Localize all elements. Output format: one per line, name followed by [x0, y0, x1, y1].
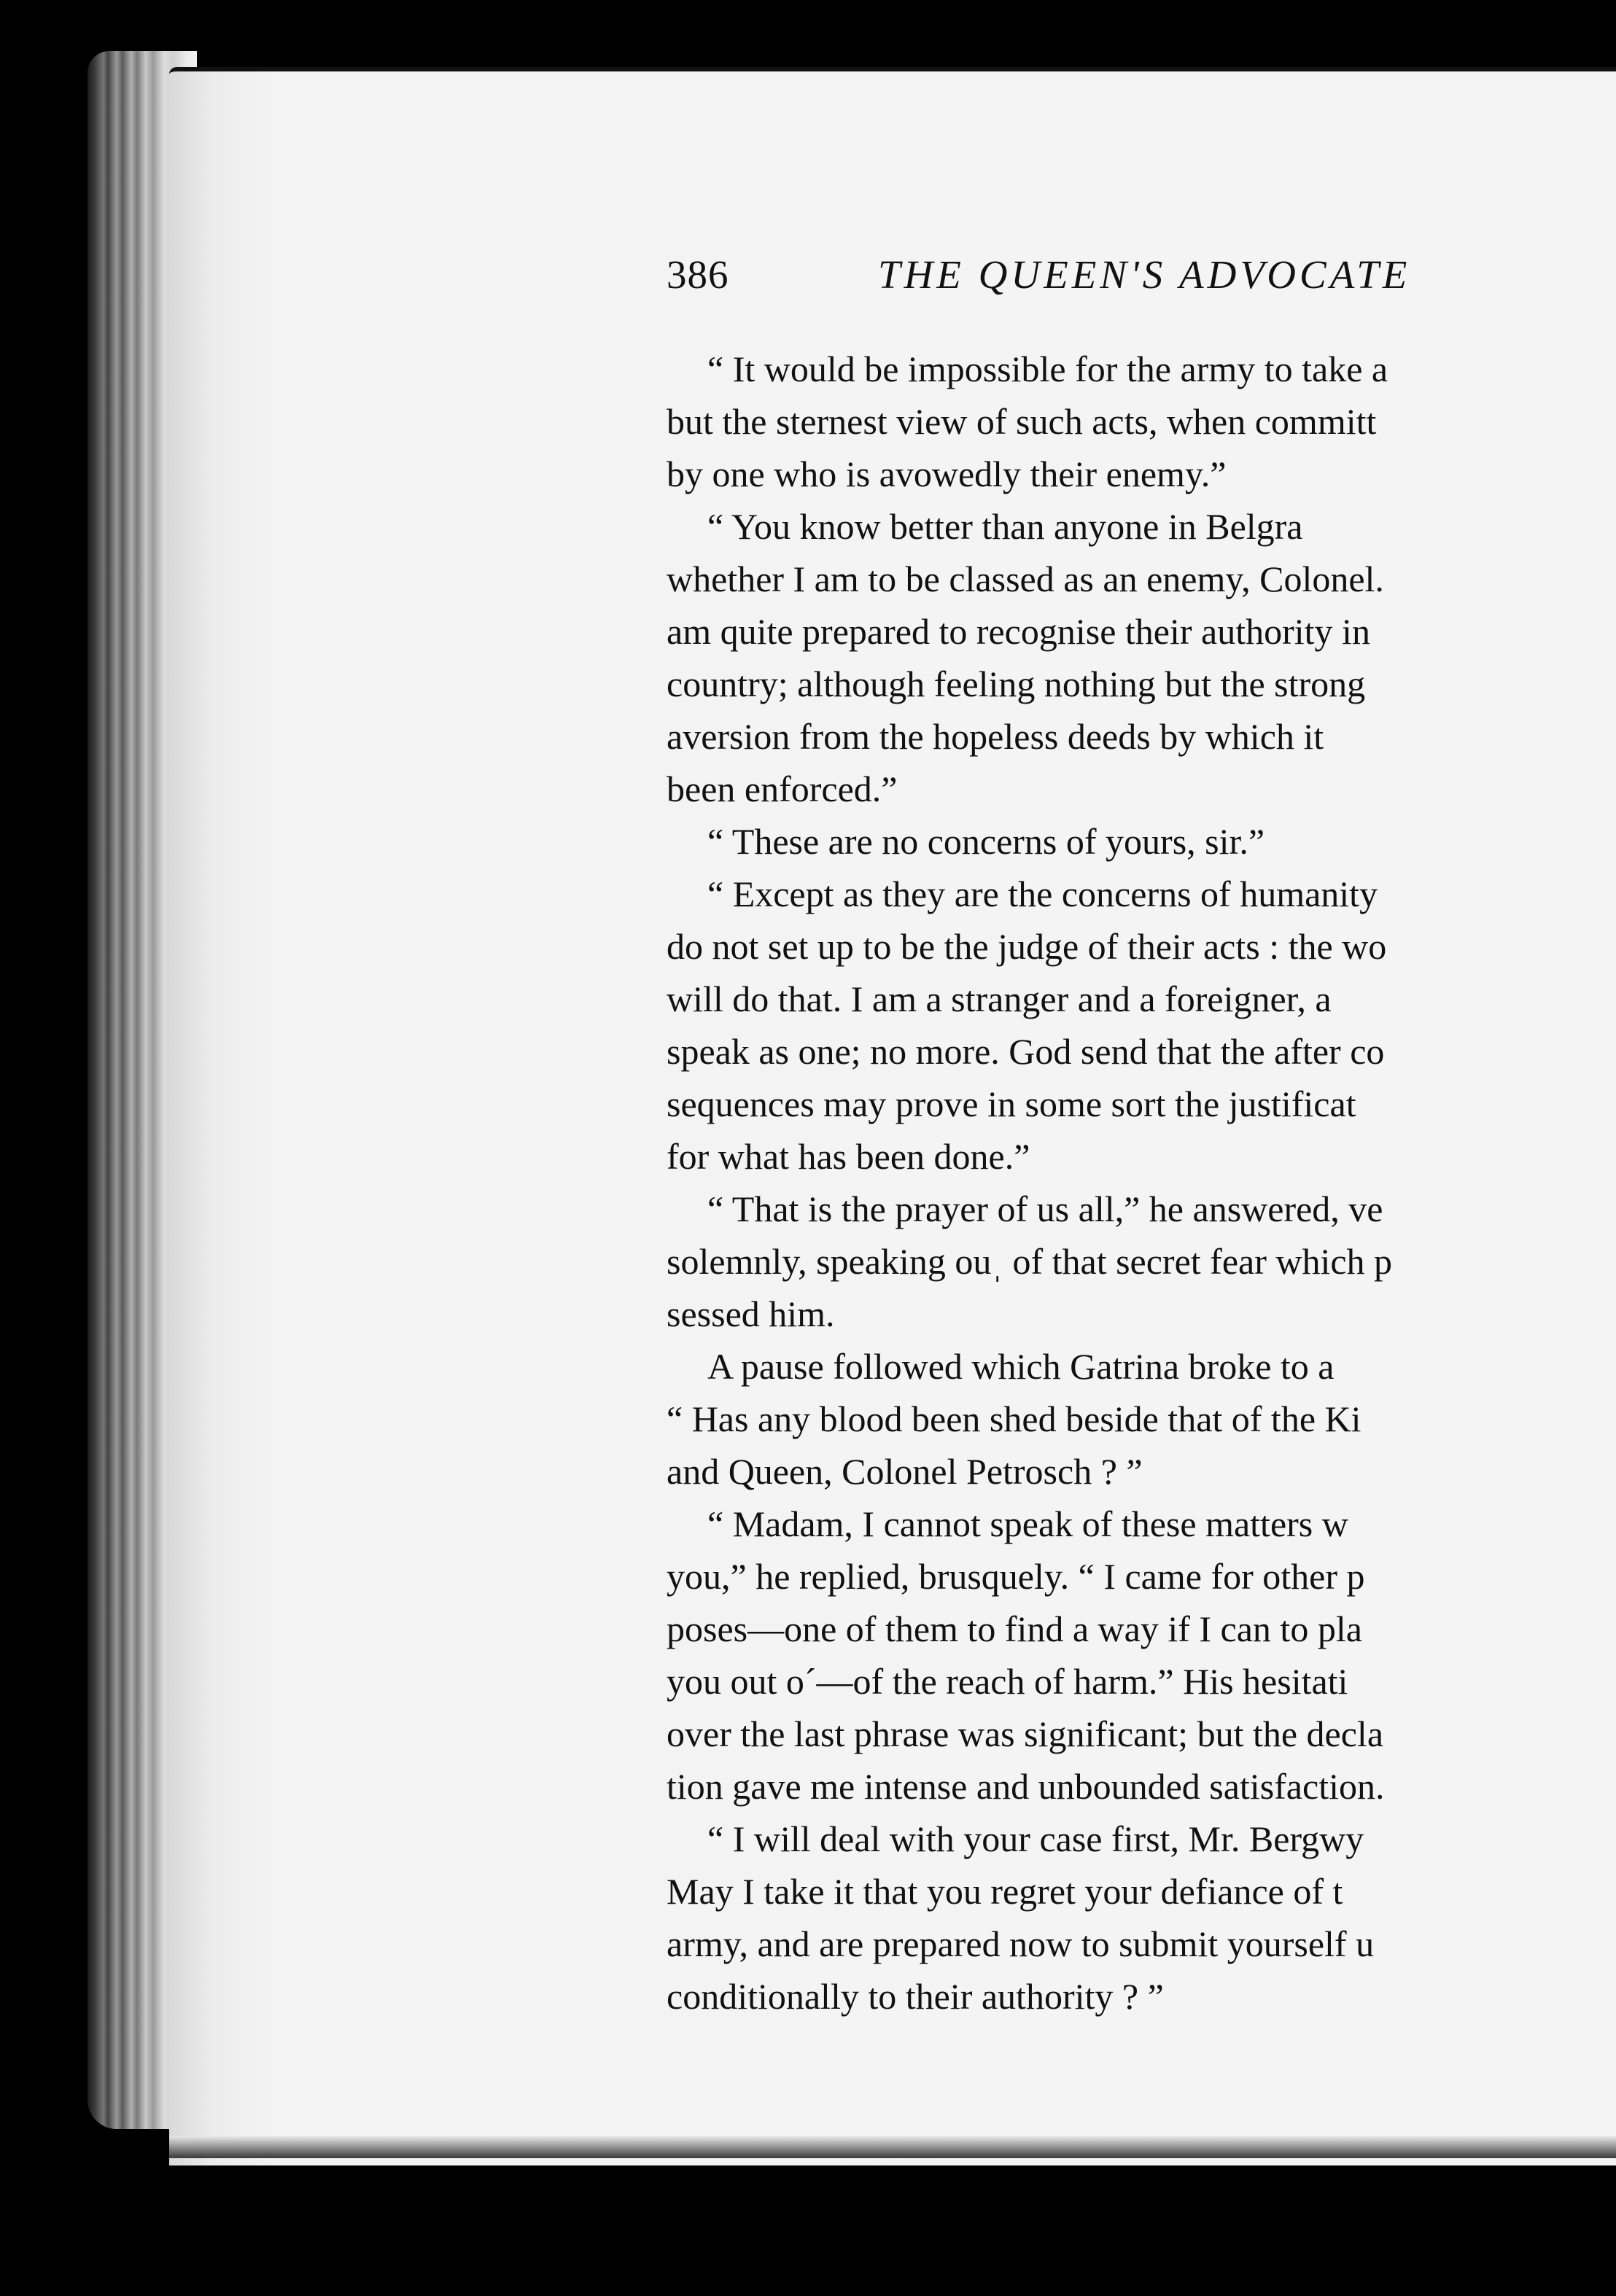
text-line: “ It would be impossible for the army to take a — [707, 349, 1388, 389]
text-line: conditionally to their authority ? ” — [667, 1976, 1164, 2017]
text-line: A pause followed which Gatrina broke to a — [707, 1346, 1335, 1387]
text-line: whether I am to be classed as an enemy, Colonel. — [667, 559, 1384, 599]
text-line: May I take it that you regret your defiance of t — [667, 1871, 1343, 1912]
text-line: army, and are prepared now to submit yourself u — [667, 1923, 1375, 1964]
text-line: “ Has any blood been shed beside that of the Ki — [667, 1398, 1361, 1439]
text-line: been enforced.” — [667, 768, 898, 809]
text-line: am quite prepared to recognise their authority in — [667, 611, 1370, 652]
text-line: and Queen, Colonel Petrosch ? ” — [667, 1451, 1143, 1492]
text-line: sequences may prove in some sort the justificat — [667, 1083, 1356, 1124]
text-line: speak as one; no more. God send that the after co — [667, 1031, 1385, 1072]
text-line: country; although feeling nothing but the strong — [667, 663, 1366, 704]
running-title: THE QUEEN'S ADVOCATE — [878, 252, 1411, 297]
text-line: but the sternest view of such acts, when committ — [667, 401, 1377, 442]
page-bottom-edge — [169, 2136, 1616, 2158]
text-line: you out oˊ—of the reach of harm.” His hesitati — [667, 1661, 1348, 1702]
text-line: aversion from the hopeless deeds by which it — [667, 716, 1324, 757]
text-line: poses—one of them to find a way if I can to pla — [667, 1608, 1362, 1649]
text-line: solemnly, speaking ouˌ of that secret fear which p — [667, 1241, 1393, 1282]
text-line: sessed him. — [667, 1293, 835, 1334]
text-line: do not set up to be the judge of their acts : the wo — [667, 926, 1387, 967]
text-line: over the last phrase was significant; but the decla — [667, 1713, 1384, 1754]
text-line: “ I will deal with your case first, Mr. Bergwy — [707, 1818, 1364, 1859]
text-line: by one who is avowedly their enemy.” — [667, 454, 1227, 494]
text-line: will do that. I am a stranger and a foreigner, a — [667, 978, 1332, 1019]
text-line: tion gave me intense and unbounded satisfaction. — [667, 1766, 1385, 1807]
page-number: 386 — [667, 252, 729, 297]
body-text — [667, 343, 1616, 2023]
text-line: “ You know better than anyone in Belgra — [707, 506, 1303, 547]
text-line: “ Madam, I cannot speak of these matters w — [707, 1503, 1348, 1544]
text-line: for what has been done.” — [667, 1136, 1030, 1177]
text-line: “ Except as they are the concerns of humanity — [707, 873, 1378, 914]
text-line: you,” he replied, brusquely. “ I came for other p — [667, 1556, 1365, 1597]
text-line: “ These are no concerns of yours, sir.” — [707, 821, 1265, 862]
text-line: “ That is the prayer of us all,” he answered, ve — [707, 1188, 1383, 1229]
